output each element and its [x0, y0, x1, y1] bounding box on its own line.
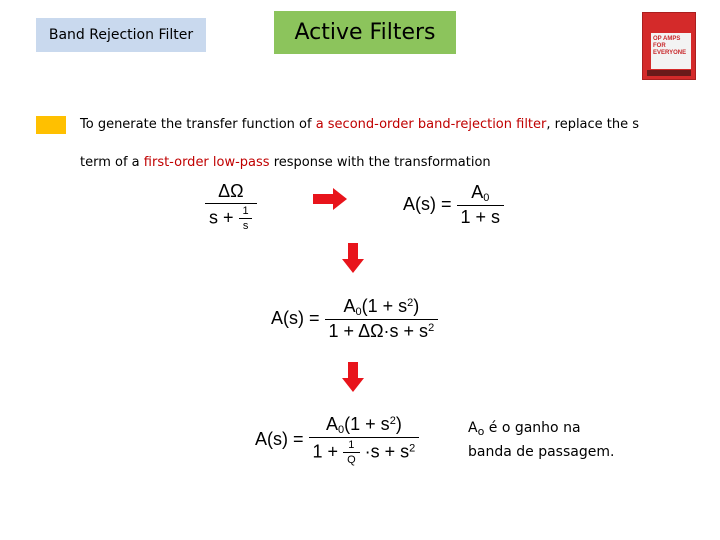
bullet-marker	[36, 116, 66, 134]
down-arrow-icon	[342, 243, 364, 273]
book-cover-icon	[642, 12, 696, 80]
bandreject-equation-omega: A(s) = $\frac{A_0(1 + s^2)}{1 + \Delta\Omega\cdot s + s^2}$	[271, 296, 438, 342]
section-label: Band Rejection Filter	[36, 18, 206, 52]
book-cover-text: OP AMPS FOR EVERYONE	[651, 33, 691, 69]
bandreject-equation-q: A(s) = $A_0(1 + s^2)$ 1 + $\frac{1}{Q}$ $\cdot s + s^2$	[255, 414, 419, 466]
paragraph-line-2: term of a first-order low-pass response with the transformation	[80, 155, 491, 170]
right-arrow-icon	[313, 188, 347, 210]
book-cover-band	[647, 70, 691, 76]
highlight-first-order: first-order low-pass	[143, 155, 270, 170]
lowpass-equation: A(s) = $\frac{A_0}{1 + s}$	[403, 182, 504, 228]
gain-note: $A_o$ é o ganho na banda de passagem.	[468, 420, 615, 460]
highlight-second-order: a second-order band-rejection filter	[315, 117, 547, 132]
page-title: Active Filters	[274, 11, 456, 54]
paragraph-line-1: To generate the transfer function of a second-order band-rejection filter, replace the s	[80, 117, 640, 132]
down-arrow-icon	[342, 362, 364, 392]
transformation-equation: ΔΩ s + $\frac{1}{s}$	[205, 181, 257, 232]
